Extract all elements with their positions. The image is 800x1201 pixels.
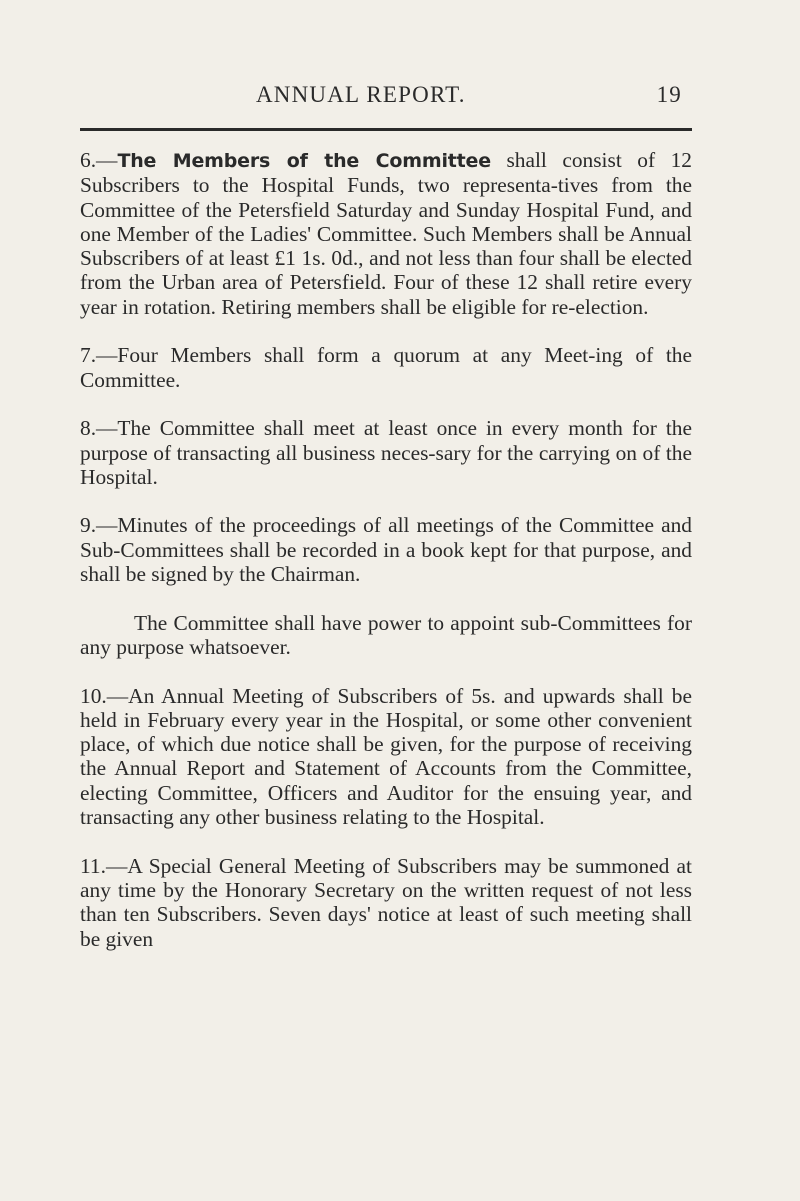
- paragraph-6-text: shall consist of 12 Subscribers to the Hospital Funds, two representa-tives from the Committee of the Petersfield Saturday and Sunday Hospital Fund, and one Member of the Ladies' Committee. Such Members shall be Annual Subscribers of at least £1 1s. 0d., and not less than four shall be elected from the Urban area of Petersfield. Four of these 12 shall retire every year in rotation. Retiring members shall be eligible for re-election.: [80, 148, 692, 319]
- paragraph-6-heading: The Members of the Committee: [117, 150, 491, 172]
- page-number: 19: [656, 82, 682, 107]
- paragraph-6: [80, 148, 692, 319]
- running-header: [0, 82, 800, 116]
- header-title: ANNUAL REPORT.: [256, 82, 466, 107]
- paragraph-6-number: 6.—: [80, 148, 118, 172]
- header-rule: [80, 128, 692, 131]
- paragraph-9: 9.—Minutes of the proceedings of all meetings of the Committee and Sub-Committees shall be recorded in a book kept for that purpose, and shall be signed by the Chairman.: [80, 513, 692, 587]
- paragraph-7: 7.—Four Members shall form a quorum at any Meet-ing of the Committee.: [80, 343, 692, 392]
- body-text: [80, 148, 692, 975]
- paragraph-8: 8.—The Committee shall meet at least once in every month for the purpose of transacting all business neces-sary for the carrying on of the Hospital.: [80, 416, 692, 489]
- paragraph-9b: The Committee shall have power to appoint sub-Committees for any purpose whatsoever.: [80, 610, 692, 659]
- paragraph-11: 11.—A Special General Meeting of Subscribers may be summoned at any time by the Honorary Secretary on the written request of not less than ten Subscribers. Seven days' notice at least of such meeting shall be given: [80, 853, 692, 951]
- paragraph-10: 10.—An Annual Meeting of Subscribers of 5s. and upwards shall be held in February every year in the Hospital, or some other convenient place, of which due notice shall be given, for the purpose of receiving the Annual Report and Statement of Accounts from the Committee, electing Committee, Officers and Auditor for the ensuing year, and transacting any other business relating to the Hospital.: [80, 683, 692, 830]
